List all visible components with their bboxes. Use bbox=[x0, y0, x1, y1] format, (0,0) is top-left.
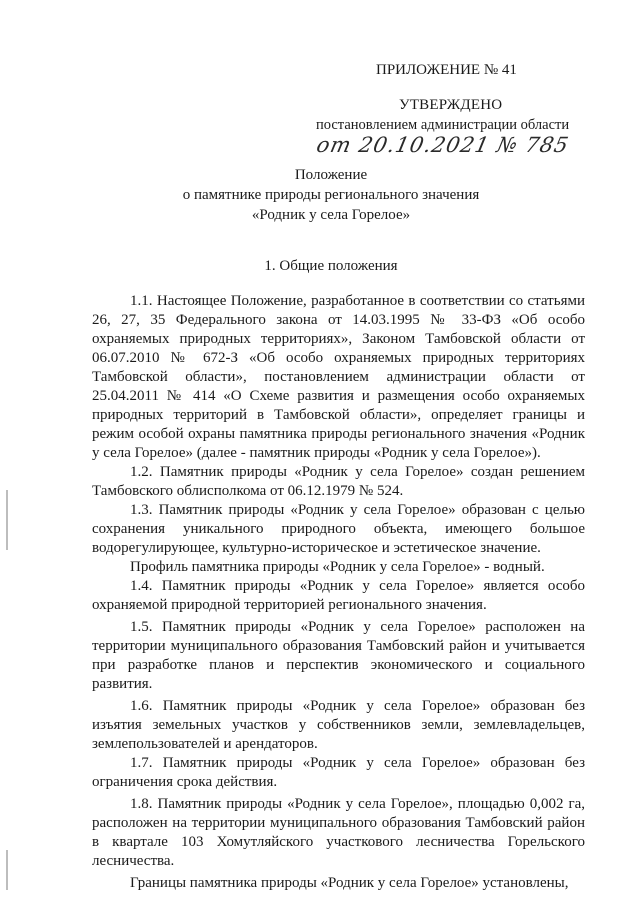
section-heading: 1. Общие положения bbox=[264, 258, 398, 274]
paragraph-boundaries: Границы памятника природы «Родник у села Горелое» установлены, bbox=[130, 875, 569, 891]
document-subtitle: о памятнике природы регионального значения bbox=[182, 187, 480, 203]
paragraph-1-6: 1.6. Памятник природы «Родник у села Горелое» образован без изъятия земельных участков у собственников земли, землевладельцев, землепользователей и арендаторов. bbox=[92, 698, 585, 752]
scan-margin-mark bbox=[6, 850, 8, 890]
paragraph-1-1: 1.1. Настоящее Положение, разработанное в соответствии со статьями 26, 27, 35 Федерального закона от 14.03.1995 № 33-ФЗ «Об особо охраняемых природных территориях», Законом Тамбовской области от 06.07.2010 № 672-З «Об особо охраняемых природных территориях Тамбовской области», постановлением администрации области от 25.04.2011 № 414 «О Схеме развития и размещения особо охраняемых природных территорий в Тамбовской области», определяет границы и режим особой охраны памятника природы регионального значения «Родник у села Горелое» (далее - памятник природы «Родник у села Горелое»). bbox=[92, 293, 585, 461]
approved-by-text: постановлением администрации области bbox=[316, 117, 570, 133]
paragraph-1-2: 1.2. Памятник природы «Родник у села Горелое» создан решением Тамбовского облисполкома от 06.12.1979 № 524. bbox=[92, 464, 585, 499]
paragraph-profile: Профиль памятника природы «Родник у села Горелое» - водный. bbox=[130, 559, 545, 575]
paragraph-1-3: 1.3. Памятник природы «Родник у села Горелое» образован с целью сохранения уникального природного объекта, имеющего большое водорегулирующее, культурно-историческое и эстетическое значение. bbox=[92, 502, 585, 556]
paragraph-1-5: 1.5. Памятник природы «Родник у села Горелое» расположен на территории муниципального образования Тамбовский район и учитывается при разработке планов и перспектив экономического и социального развития. bbox=[92, 619, 585, 692]
document-object-name: «Родник у села Горелое» bbox=[251, 207, 411, 223]
appendix-label: ПРИЛОЖЕНИЕ № 41 bbox=[376, 62, 517, 78]
paragraph-1-8: 1.8. Памятник природы «Родник у села Горелое», площадью 0,002 га, расположен на территории муниципального образования Тамбовский район в квартале 103 Хомутляйского участкового лесничества Горельского лесничества. bbox=[92, 796, 585, 869]
paragraph-1-7: 1.7. Памятник природы «Родник у села Горелое» образован без ограничения срока действия. bbox=[92, 755, 585, 790]
paragraph-1-4: 1.4. Памятник природы «Родник у села Горелое» является особо охраняемой природной территорией регионального значения. bbox=[92, 578, 585, 613]
scan-margin-mark bbox=[6, 490, 8, 550]
document-body bbox=[92, 292, 585, 893]
handwritten-date-number: от 20.10.2021 № 785 bbox=[314, 133, 572, 157]
approved-label: УТВЕРЖДЕНО bbox=[399, 97, 503, 113]
document-title: Положение bbox=[294, 167, 368, 183]
